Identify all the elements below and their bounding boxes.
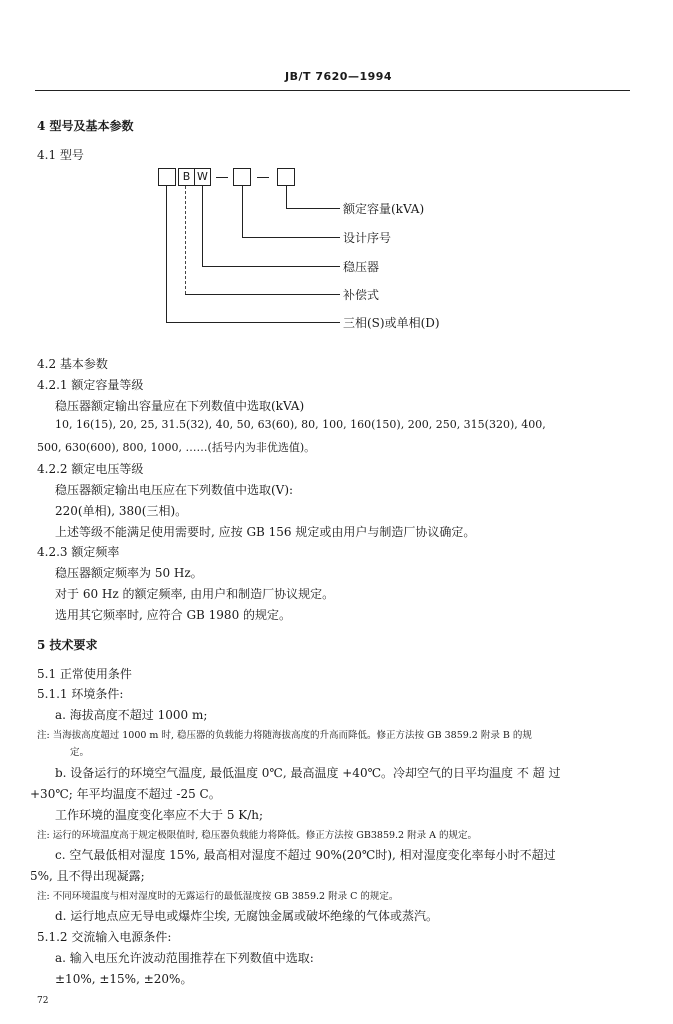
input-voltage-values: ±10%, ±15%, ±20%。 xyxy=(55,972,193,986)
input-voltage-item-a: a. 输入电压允许波动范围推荐在下列数值中选取: xyxy=(55,951,314,965)
note-3: 注: 不同环境温度与相对湿度时的无露运行的最低湿度按 GB 3859.2 附录 C 的规定。 xyxy=(37,891,399,902)
label-rated-capacity: 额定容量(kVA) xyxy=(343,202,425,216)
item-b-line-2: +30℃; 年平均温度不超过 -25 C。 xyxy=(30,787,221,801)
item-b-line-3: 工作环境的温度变化率应不大于 5 K/h; xyxy=(55,808,264,822)
item-c-line-2: 5%, 且不得出现凝露; xyxy=(30,869,145,883)
section-5-title: 5 技术要求 xyxy=(37,638,98,652)
model-box-b: B xyxy=(178,168,195,186)
item-c-line-1: c. 空气最低相对湿度 15%, 最高相对湿度不超过 90%(20℃时), 相对湿度变化率每小时不超过 xyxy=(55,848,556,862)
section-5-1-title: 5.1 正常使用条件 xyxy=(37,667,132,681)
label-phase: 三相(S)或单相(D) xyxy=(343,316,440,330)
section-5-1-2-title: 5.1.2 交流输入电源条件: xyxy=(37,930,172,944)
model-box-w: W xyxy=(194,168,211,186)
note-1-line-1: 注: 当海拔高度超过 1000 m 时, 稳压器的负载能力将随海拔高度的升高而降低。修正方法按 GB 3859.2 附录 B 的规 xyxy=(37,730,532,741)
leader-capacity-h xyxy=(286,208,340,209)
item-b-line-1: b. 设备运行的环境空气温度, 最低温度 0℃, 最高温度 +40℃。冷却空气的日平均温度 不 超 过 xyxy=(55,766,561,780)
section-4-title: 4 型号及基本参数 xyxy=(37,119,134,133)
item-d: d. 运行地点应无导电或爆炸尘埃, 无腐蚀金属或破坏绝缘的气体或蒸汽。 xyxy=(55,909,438,923)
leader-compensation-h xyxy=(185,294,340,295)
model-dash-2 xyxy=(257,177,269,178)
section-4-2-1-title: 4.2.1 额定容量等级 xyxy=(37,378,144,392)
frequency-line-3: 选用其它频率时, 应符合 GB 1980 的规定。 xyxy=(55,608,292,622)
voltage-values: 220(单相), 380(三相)。 xyxy=(55,504,188,518)
model-box-capacity xyxy=(277,168,295,186)
section-4-2-3-title: 4.2.3 额定频率 xyxy=(37,545,120,559)
capacity-values-line-1: 10, 16(15), 20, 25, 31.5(32), 40, 50, 63(60), 80, 100, 160(150), 200, 250, 315(320), 400, xyxy=(55,418,546,431)
leader-stabilizer-v xyxy=(202,186,203,266)
section-4-1-title: 4.1 型号 xyxy=(37,148,84,162)
model-dash-1 xyxy=(216,177,228,178)
section-5-1-1-title: 5.1.1 环境条件: xyxy=(37,687,124,701)
note-1-line-2: 定。 xyxy=(70,747,90,758)
label-compensation: 补偿式 xyxy=(343,288,380,302)
leader-capacity-v xyxy=(286,186,287,208)
note-2: 注: 运行的环境温度高于规定极限值时, 稳压器负载能力将降低。修正方法按 GB3859.2 附录 A 的规定。 xyxy=(37,830,478,841)
leader-phase-h xyxy=(166,322,340,323)
section-4-2-title: 4.2 基本参数 xyxy=(37,357,108,371)
leader-phase-v xyxy=(166,186,167,322)
capacity-values-line-2: 500, 630(600), 800, 1000, ……(括号内为非优选值)。 xyxy=(37,441,316,454)
leader-stabilizer-h xyxy=(202,266,340,267)
capacity-intro: 稳压器额定输出容量应在下列数值中选取(kVA) xyxy=(55,399,305,413)
frequency-line-2: 对于 60 Hz 的额定频率, 由用户和制造厂协议规定。 xyxy=(55,587,335,601)
section-4-2-2-title: 4.2.2 额定电压等级 xyxy=(37,462,144,476)
model-box-design-number xyxy=(233,168,251,186)
leader-design-v xyxy=(242,186,243,237)
label-design-number: 设计序号 xyxy=(343,231,392,245)
model-box-phase xyxy=(158,168,176,186)
standard-number: JB/T 7620—1994 xyxy=(285,70,393,83)
page-number: 72 xyxy=(37,996,49,1006)
voltage-intro: 稳压器额定输出电压应在下列数值中选取(V): xyxy=(55,483,294,497)
header-rule xyxy=(35,90,630,91)
frequency-line-1: 稳压器额定频率为 50 Hz。 xyxy=(55,566,203,580)
voltage-note: 上述等级不能满足使用需要时, 应按 GB 156 规定或由用户与制造厂协议确定。 xyxy=(55,525,476,539)
leader-design-h xyxy=(242,237,340,238)
item-a-altitude: a. 海拔高度不超过 1000 m; xyxy=(55,708,208,722)
label-stabilizer: 稳压器 xyxy=(343,260,380,274)
leader-compensation-v xyxy=(185,186,186,294)
